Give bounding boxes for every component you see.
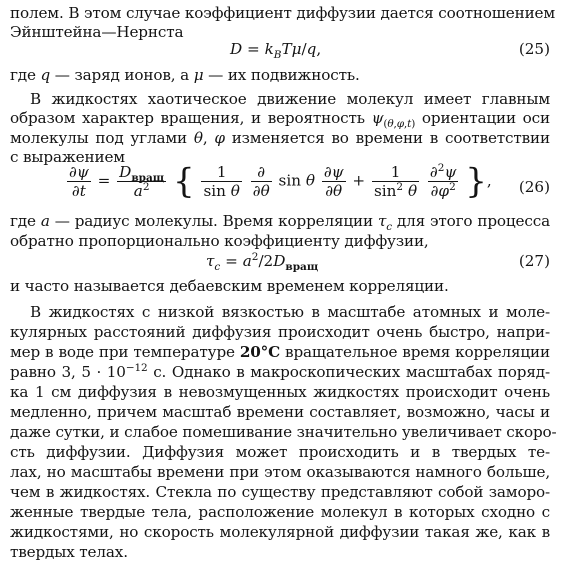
text-line: молекулы под углами θ, φ изменяется во времени в соответствии	[10, 129, 550, 147]
equation-number-25: (25)	[518, 40, 550, 58]
equation-26: $\frac{\partial\psi}{\partial t}$ = $\frac{D_{вращ}}{a^2}$ { $\frac{1}{\text{sin θ}}$ $\frac{\partial}{\partial\theta}$ sin θ $\frac{\partial\psi}{\partial\theta}$ + $\frac{1}{\sin^2 \theta}$ $\frac{\partial^2\psi}{\partial\varphi^2}$ },	[69, 161, 492, 202]
text-line: с выражением	[10, 148, 125, 166]
text-line: Эйнштейна—Нернста	[10, 23, 184, 41]
text-line: лах, но масштабы времени при этом оказываются намного больше,	[10, 463, 550, 481]
text-line: В жидкостях с низкой вязкостью в масштабе атомных и моле-	[30, 303, 550, 321]
text-line: жидкостями, но скорость молекулярной диффузии такая же, как в	[10, 523, 550, 541]
text-line: чем в жидкостях. Стекла по существу представляют собой заморо-	[10, 483, 550, 501]
equation-27: $\tau_c = a^2/2D_{вращ}$	[206, 250, 319, 274]
text-line: где a — радиус молекулы. Время корреляции $\tau_c$ для этого процесса	[10, 212, 550, 234]
text-line: ка 1 см диффузия в невозмущенных жидкостях происходит очень	[10, 383, 550, 401]
text-line: мер в воде при температуре 20°C вращательное время корреляции	[10, 343, 550, 361]
text-line: и часто называется дебаевским временем корреляции.	[10, 277, 449, 295]
equation-number-27: (27)	[518, 252, 550, 270]
equation-25: $D = k_BT\mu/q$,	[230, 40, 322, 62]
text-line: медленно, причем масштаб времени составляет, возможно, часы и	[10, 403, 550, 421]
text-line: полем. В этом случае коэффициент диффузии дается соотношением	[10, 4, 556, 22]
text-line: твердых телах.	[10, 543, 128, 561]
text-line: сть диффузии. Диффузия может происходить и в твердых те-	[10, 443, 550, 461]
equation-number-26: (26)	[518, 178, 550, 196]
text-line: где q — заряд ионов, а μ — их подвижность.	[10, 66, 360, 84]
text-line: равно 3, $5 \cdot 10^{-12}$ с. Однако в макроскопических масштабах поряд-	[10, 361, 550, 381]
text-line: обратно пропорционально коэффициенту диффузии,	[10, 232, 429, 250]
text-line: образом характер вращения, и вероятность $\psi_{(\theta,\varphi,t)}$ ориентации оси	[10, 109, 550, 131]
text-line: кулярных расстояний диффузия происходит очень быстро, напри-	[10, 323, 550, 341]
text-line: женные твердые тела, расположение молекул в которых сходно с	[10, 503, 550, 521]
text-line: В жидкостях хаотическое движение молекул имеет главным	[30, 90, 550, 108]
text-line: даже сутки, и слабое помешивание значительно увеличивает скоро-	[10, 423, 557, 441]
